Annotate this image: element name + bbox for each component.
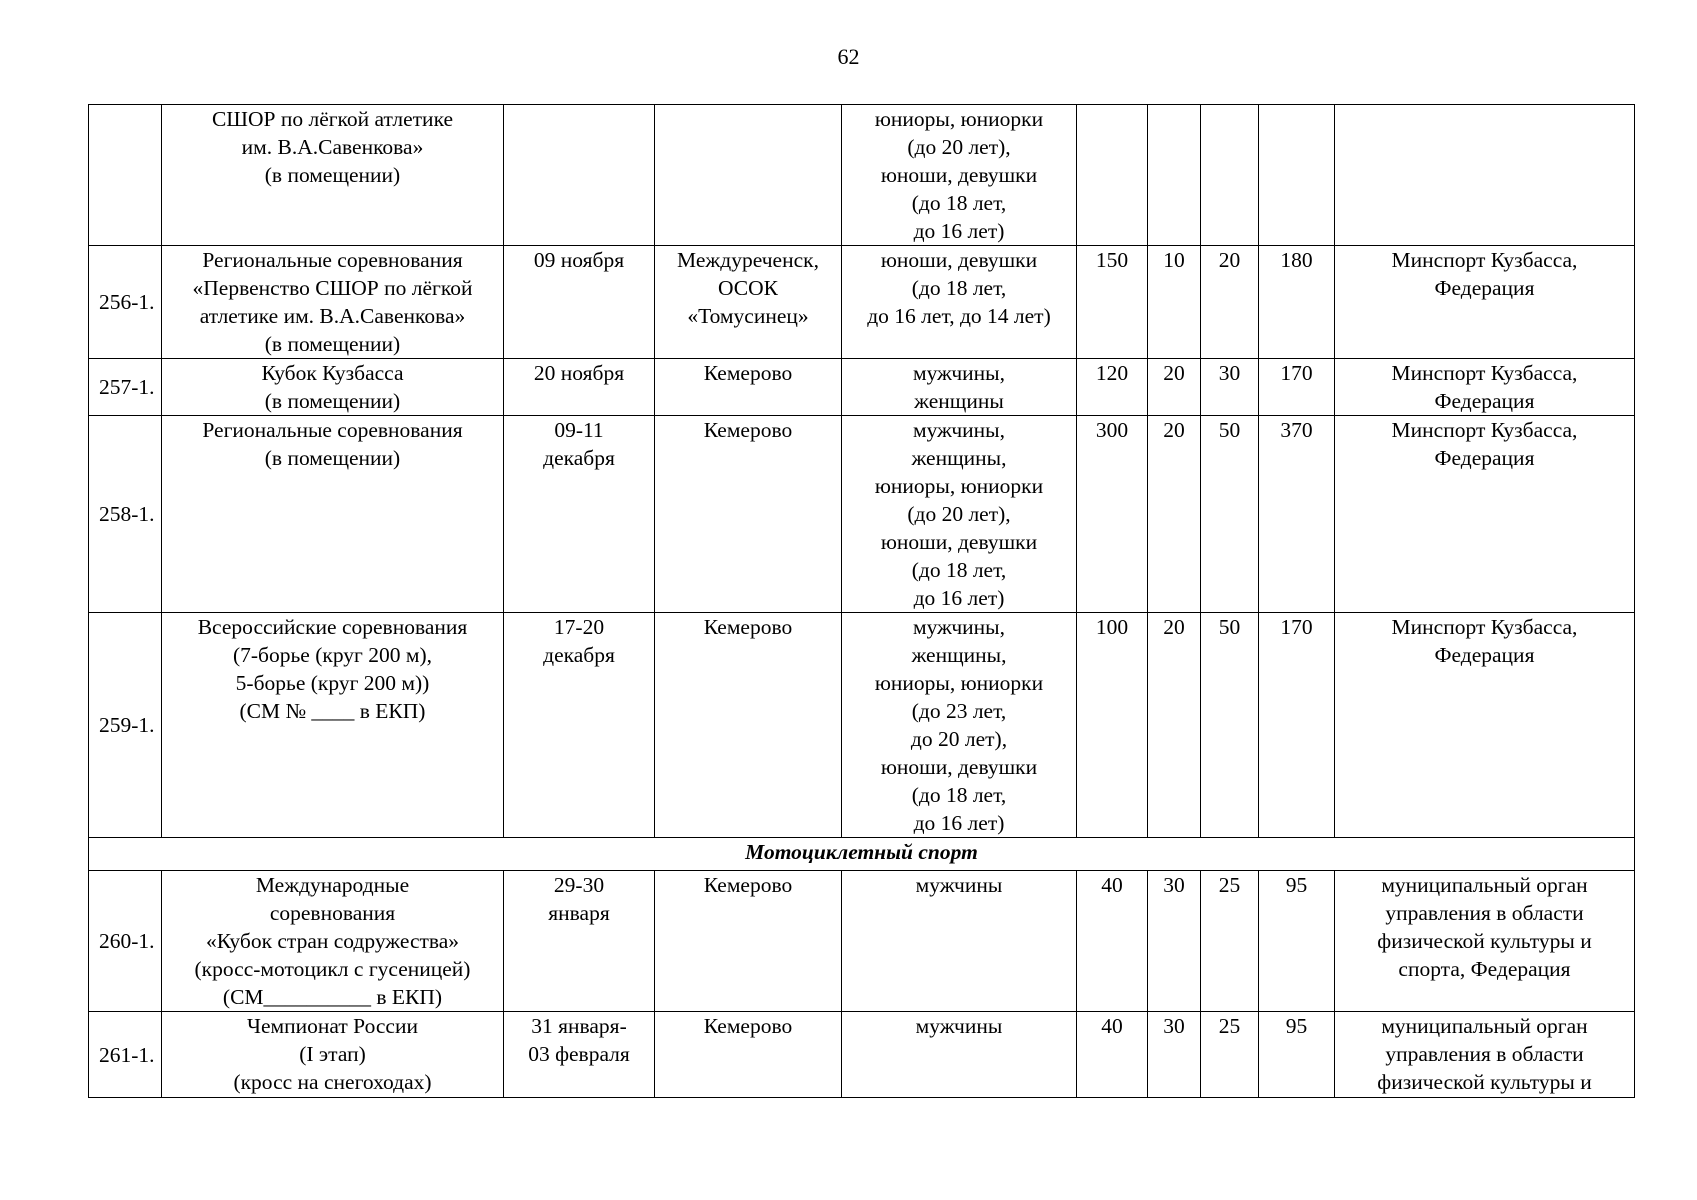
judges-count-cell: 50 (1201, 416, 1259, 613)
organizer-line: физической культуры и (1377, 929, 1592, 953)
event-date-line: 20 ноября (533, 361, 625, 385)
event-name-cell (162, 871, 504, 1012)
organizer-line: физической культуры и (1377, 1070, 1592, 1094)
organizer-line: Федерация (1434, 446, 1535, 470)
event-place-line: Кемерово (703, 1014, 793, 1038)
participants-line: женщины, (911, 446, 1007, 470)
participants-line: мужчины, (912, 361, 1006, 385)
event-number-cell: 256-1. (89, 246, 162, 359)
event-number-cell: 261-1. (89, 1012, 162, 1098)
organizer-line: Федерация (1434, 389, 1535, 413)
event-place-cell (655, 359, 842, 416)
participants-line: мужчины (915, 1014, 1003, 1038)
event-date-cell (504, 1012, 655, 1098)
coaches-count-cell: 20 (1148, 416, 1201, 613)
organizer-cell (1335, 416, 1635, 613)
event-number-cell: 258-1. (89, 416, 162, 613)
coaches-count-cell: 30 (1148, 871, 1201, 1012)
athletes-count-cell: 40 (1077, 1012, 1148, 1098)
event-date-line: 29-30 (553, 873, 605, 897)
page-number: 62 (837, 44, 860, 69)
judges-count-cell: 25 (1201, 1012, 1259, 1098)
participants-line: мужчины (915, 873, 1003, 897)
event-place-cell (655, 105, 842, 246)
event-date-cell (504, 613, 655, 838)
event-name-line: (кросс-мотоцикл с гусеницей) (194, 957, 471, 981)
table-row (89, 246, 1635, 359)
event-name-line: (в помещении) (264, 389, 401, 413)
participants-cell (842, 416, 1077, 613)
athletes-count-cell: 100 (1077, 613, 1148, 838)
event-name-line: (в помещении) (264, 332, 401, 356)
participants-line: (до 18 лет, (911, 276, 1007, 300)
event-place-cell (655, 1012, 842, 1098)
total-count-cell: 180 (1259, 246, 1335, 359)
total-count-cell: 95 (1259, 871, 1335, 1012)
event-name-cell (162, 1012, 504, 1098)
event-name-line: СШОР по лёгкой атлетике (211, 107, 454, 131)
event-place-cell (655, 246, 842, 359)
athletes-count-cell: 120 (1077, 359, 1148, 416)
total-count-cell: 170 (1259, 359, 1335, 416)
event-place-line: Кемерово (703, 418, 793, 442)
total-count-cell: 95 (1259, 1012, 1335, 1098)
event-name-cell (162, 105, 504, 246)
event-place-line: Кемерово (703, 615, 793, 639)
participants-line: до 16 лет) (913, 811, 1005, 835)
judges-count-cell: 50 (1201, 613, 1259, 838)
participants-line: (до 18 лет, (911, 558, 1007, 582)
event-date-line: января (548, 901, 610, 925)
participants-line: юниоры, юниорки (874, 671, 1044, 695)
coaches-count-cell: 10 (1148, 246, 1201, 359)
participants-line: до 16 лет) (913, 219, 1005, 243)
event-place-line: ОСОК (718, 276, 778, 300)
organizer-line: Минспорт Кузбасса, (1391, 248, 1578, 272)
participants-cell (842, 871, 1077, 1012)
events-table (88, 104, 1635, 1098)
event-date-line: 17-20 (553, 615, 605, 639)
participants-cell (842, 1012, 1077, 1098)
event-name-cell (162, 359, 504, 416)
event-number-cell: 257-1. (89, 359, 162, 416)
event-name-line: соревнования (269, 901, 396, 925)
table-row (89, 1012, 1635, 1098)
participants-line: мужчины, (912, 418, 1006, 442)
event-name-line: атлетике им. В.А.Савенкова» (199, 304, 466, 328)
event-name-line: (СМ № ____ в ЕКП) (239, 699, 426, 723)
athletes-count-cell: 150 (1077, 246, 1148, 359)
event-place-cell (655, 871, 842, 1012)
participants-cell (842, 613, 1077, 838)
participants-line: юниоры, юниорки (874, 474, 1044, 498)
athletes-count-cell: 40 (1077, 871, 1148, 1012)
event-name-line: Кубок Кузбасса (261, 361, 404, 385)
organizer-cell (1335, 246, 1635, 359)
event-date-line: 09-11 (554, 418, 604, 442)
organizer-cell (1335, 105, 1635, 246)
participants-line: до 16 лет, до 14 лет) (867, 304, 1051, 328)
organizer-cell (1335, 871, 1635, 1012)
participants-line: мужчины, (912, 615, 1006, 639)
table-row (89, 359, 1635, 416)
event-number-cell: 260-1. (89, 871, 162, 1012)
participants-line: женщины, (911, 643, 1007, 667)
total-count-cell (1259, 105, 1335, 246)
organizer-line: муниципальный орган (1381, 873, 1588, 897)
event-place-cell (655, 416, 842, 613)
event-name-line: Всероссийские соревнования (197, 615, 468, 639)
event-number-cell (89, 105, 162, 246)
event-name-line: Региональные соревнования (202, 248, 463, 272)
table-row (89, 105, 1635, 246)
event-name-line: им. В.А.Савенкова» (241, 135, 424, 159)
event-date-line: 09 ноября (533, 248, 625, 272)
organizer-line: управления в области (1385, 901, 1584, 925)
participants-line: (до 20 лет), (907, 502, 1011, 526)
participants-line: до 16 лет) (913, 586, 1005, 610)
section-title: Мотоциклетный спорт (89, 838, 1635, 871)
organizer-cell (1335, 359, 1635, 416)
organizer-line: спорта, Федерация (1398, 957, 1571, 981)
event-place-cell (655, 613, 842, 838)
event-name-line: (СМ__________ в ЕКП) (222, 985, 443, 1009)
table-row (89, 416, 1635, 613)
event-name-cell (162, 613, 504, 838)
event-date-cell (504, 105, 655, 246)
participants-cell (842, 105, 1077, 246)
organizer-line: муниципальный орган (1381, 1014, 1588, 1038)
participants-line: юноши, девушки (880, 755, 1038, 779)
athletes-count-cell: 300 (1077, 416, 1148, 613)
participants-line: (до 18 лет, (911, 191, 1007, 215)
organizer-line: Минспорт Кузбасса, (1391, 615, 1578, 639)
event-date-cell (504, 416, 655, 613)
event-date-cell (504, 246, 655, 359)
event-date-line: 03 февраля (528, 1042, 630, 1066)
judges-count-cell: 25 (1201, 871, 1259, 1012)
event-place-line: Кемерово (703, 361, 793, 385)
coaches-count-cell: 20 (1148, 359, 1201, 416)
event-name-line: (в помещении) (264, 446, 401, 470)
organizer-line: управления в области (1385, 1042, 1584, 1066)
participants-line: до 20 лет), (910, 727, 1008, 751)
participants-line: (до 23 лет, (911, 699, 1007, 723)
event-name-line: (I этап) (299, 1042, 366, 1066)
participants-line: юноши, девушки (880, 248, 1038, 272)
event-name-line: (кросс на снегоходах) (233, 1070, 432, 1094)
organizer-line: Федерация (1434, 276, 1535, 300)
event-date-cell (504, 871, 655, 1012)
event-name-cell (162, 416, 504, 613)
coaches-count-cell (1148, 105, 1201, 246)
event-name-line: (в помещении) (264, 163, 401, 187)
event-place-line: «Томусинец» (687, 304, 809, 328)
event-name-cell (162, 246, 504, 359)
organizer-line: Федерация (1434, 643, 1535, 667)
total-count-cell: 170 (1259, 613, 1335, 838)
participants-cell (842, 359, 1077, 416)
participants-line: (до 18 лет, (911, 783, 1007, 807)
athletes-count-cell (1077, 105, 1148, 246)
total-count-cell: 370 (1259, 416, 1335, 613)
section-header-row (89, 838, 1635, 871)
participants-cell (842, 246, 1077, 359)
judges-count-cell: 20 (1201, 246, 1259, 359)
participants-line: женщины (914, 389, 1004, 413)
event-place-line: Междуреченск, (677, 248, 819, 272)
event-place-line: Кемерово (703, 873, 793, 897)
organizer-cell (1335, 1012, 1635, 1098)
event-name-line: «Кубок стран содружества» (205, 929, 460, 953)
organizer-cell (1335, 613, 1635, 838)
event-name-line: Региональные соревнования (202, 418, 463, 442)
event-number-cell: 259-1. (89, 613, 162, 838)
participants-line: юноши, девушки (880, 530, 1038, 554)
judges-count-cell: 30 (1201, 359, 1259, 416)
event-name-line: Международные (255, 873, 410, 897)
event-name-line: Чемпионат России (247, 1014, 418, 1038)
event-name-line: (7-борье (круг 200 м), (232, 643, 432, 667)
coaches-count-cell: 30 (1148, 1012, 1201, 1098)
event-date-line: декабря (543, 446, 615, 470)
organizer-line: Минспорт Кузбасса, (1391, 361, 1578, 385)
table-row (89, 613, 1635, 838)
judges-count-cell (1201, 105, 1259, 246)
participants-line: юниоры, юниорки (874, 107, 1044, 131)
event-name-line: 5-борье (круг 200 м)) (235, 671, 430, 695)
event-date-cell (504, 359, 655, 416)
coaches-count-cell: 20 (1148, 613, 1201, 838)
organizer-line: Минспорт Кузбасса, (1391, 418, 1578, 442)
event-name-line: «Первенство СШОР по лёгкой (192, 276, 473, 300)
event-date-line: декабря (543, 643, 615, 667)
participants-line: (до 20 лет), (907, 135, 1011, 159)
event-date-line: 31 января- (531, 1014, 627, 1038)
table-row (89, 871, 1635, 1012)
participants-line: юноши, девушки (880, 163, 1038, 187)
